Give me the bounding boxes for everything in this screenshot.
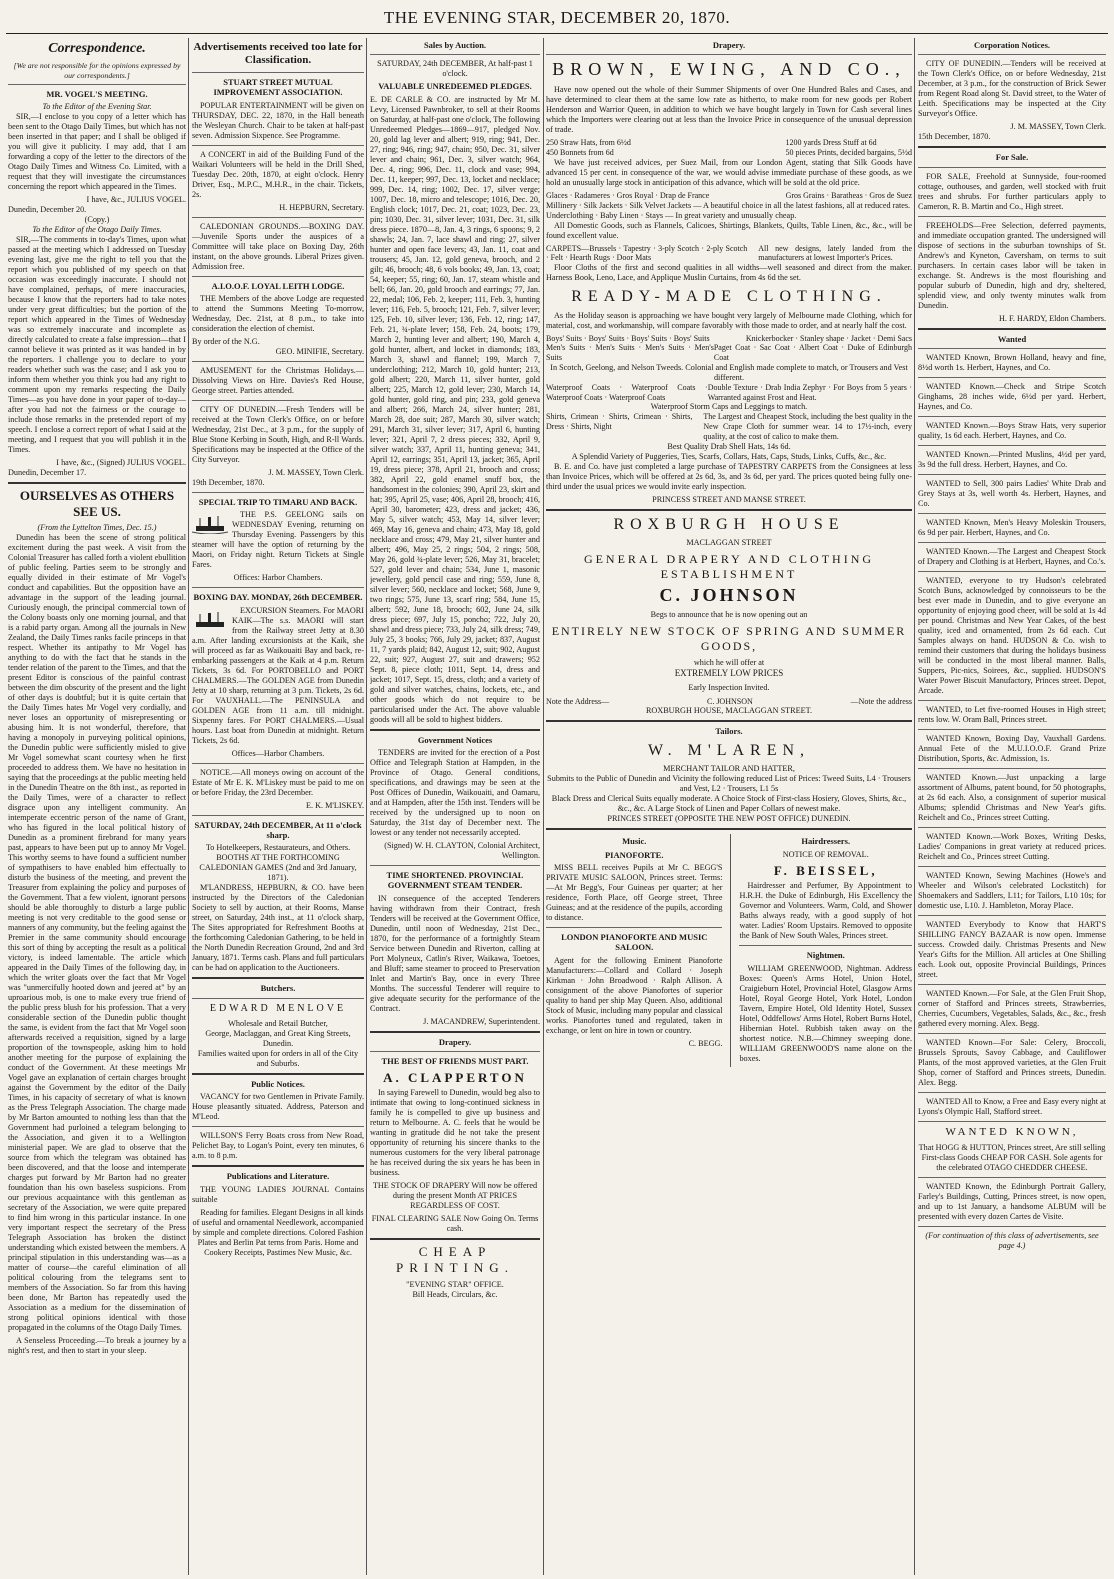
ad-title: SATURDAY, 24th DECEMBER, At 11 o'clock sharp. <box>194 819 362 840</box>
divider <box>918 866 1106 867</box>
list-item: Paget Coat · Sac Coat · Albert Coat · Duke of Edinburgh Coat <box>713 343 912 363</box>
divider <box>918 1121 1106 1122</box>
ad-body: Families waited upon for orders in all of the City and Suburbs. <box>197 1048 359 1068</box>
ad-title: NOTICE OF REMOVAL. <box>782 849 869 859</box>
wanted-ad: WANTED Known, the Edinburgh Portrait Gallery, Farley's Buildings, Cutting, Princes street, is now open, and up to 1st January, a handsome ALBUM will be presented with every dozen Cartes de Visite. <box>918 1182 1106 1222</box>
price-item: 450 Bonnets from 6d <box>546 148 614 158</box>
ad-signature: H. HEPBURN, Secretary. <box>279 202 364 212</box>
steamship-icon <box>192 608 228 630</box>
ad-street: MACLAGGAN STREET <box>686 538 772 548</box>
bottom-ads-row <box>546 834 912 1067</box>
divider <box>192 217 364 218</box>
divider <box>370 865 540 866</box>
ad-body: In saying Farewell to Dunedin, would beg also to intimate that owing to long-continued sickness in family he is compelled to give up business and return to Melbourne. A. C. feels that he would be wanting in gratitude did he not take the present opportunity of returning his sincere thanks to the numerous customers for the very liberal patronage he has received during the six years he has been in business. <box>370 1088 540 1178</box>
divider <box>918 474 1106 475</box>
divider <box>8 482 186 484</box>
section-heading-nightmen: Nightmen. <box>806 950 845 961</box>
wanted-ad-title: WANTED KNOWN, <box>945 1126 1079 1139</box>
notice-body: IN consequence of the accepted Tenderers having withdrawn from their Contract, fresh Tenders will be received at the Government Office, Dunedin, until noon of Wednesday, 21st Dec., 1870, for the performance of a fortnightly Steam Service between Dunedin and Riverton, calling at Port Molyneux, Catlin's River, Waikawa, Toetoes, and Bluff; same steamer to proceed to Preservation Inlet and Martin's Bay, once in every Three Months. The successful Tenderer will require to give adequate security for the performance of the Contract. <box>370 893 540 1013</box>
divider <box>918 1092 1106 1093</box>
price-list <box>546 138 912 158</box>
divider <box>918 984 1106 985</box>
wanted-ad: That HOGG & HUTTON, Princes street, Are still selling First-class Goods CHEAP FOR CASH. Sole agents for the celebrated OTAGO CHEDDER CHEESE. <box>918 1143 1106 1173</box>
ad-subtitle: MERCHANT TAILOR AND HATTER, <box>663 764 795 774</box>
ad-address: PRINCESS STREET AND MANSE STREET. <box>652 494 806 504</box>
column-rule <box>188 38 189 1575</box>
divider <box>192 1126 364 1127</box>
wanted-ad: WANTED Known—For Sale: Celery, Broccoli, Brussels Sprouts, Savoy Cabbage, and Cauliflower Plants, of the most approved varieties, at the Glen Fruit Shop, corner of Stafford and Princes streets, Dunedin. Alex. Begg. <box>918 1038 1106 1088</box>
ad-body: Bill Heads, Circulars, &c. <box>412 1290 498 1300</box>
ad-final-sale: FINAL CLEARING SALE Now Going On. Terms cash. <box>371 1214 539 1234</box>
letter-place: Dunedin, December 20. <box>8 205 87 215</box>
list-item: Glaces · Radameres · Gros Royal · Drap de France <box>546 190 710 200</box>
section-heading-public-notices: Public Notices. <box>251 1078 305 1089</box>
ad-body: THE P.S. GEELONG sails on WEDNESDAY Evening, returning on Thursday Evening. Passengers by this steamer will have the option of returning by the Maori, on Friday night. Return Tickets at Single Fares. <box>192 510 364 570</box>
ad-body: CITY OF DUNEDIN.—Fresh Tenders will be received at the Town Clerk's Office, on or before Wednesday, 21st Dec., at 3 p.m., for the supply of Blue Stone Kerbing in South, High, and R-ll Wards. Specifications may be inspected at the Office of the City Surveyor. <box>192 404 364 464</box>
ad-body: NOTICE.—All moneys owing on account of the Estate of Mr E. K. M'Liskey must be paid to me on or before Friday, the 23rd December. <box>192 767 364 797</box>
section-heading-hairdressers: Hairdressers. <box>801 836 851 847</box>
wanted-ad: WANTED, to Let five-roomed Houses in High street; rents low. W. Oram Ball, Princes street. <box>918 705 1106 725</box>
ad-body: Hairdresser and Perfumer, By Appointment to H.R.H. the Duke of Edinburgh, His Excellency the Governor and Volunteers. Warm, Cold, and Shower Baths always ready, with a good supply of hot water. Ladies' Room Upstairs. Removed to opposite the Bank of New South Wales, Princes street. <box>739 881 912 941</box>
divider <box>192 998 364 999</box>
section-heading-tailors: Tailors. <box>715 726 743 737</box>
ad-address: ROXBURGH HOUSE, MACLAGGAN STREET. <box>645 706 813 716</box>
wanted-ad: WANTED Known.—Check and Stripe Scotch Ginghams, 28 inches wide, 6½d per yard. Herbert, Haynes, and Co. <box>918 382 1106 412</box>
ad-title: PIANOFORTE. <box>604 849 664 860</box>
ad-name: C. JOHNSON <box>659 585 799 606</box>
ad-title: THE BEST OF FRIENDS MUST PART. <box>381 1056 529 1067</box>
section-heading-correspondence: Correspondence. <box>48 41 146 56</box>
wanted-ad: WANTED Known.—Boys Straw Hats, very superior quality, 1s 6d each. Herbert, Haynes, and Co. <box>918 421 1106 441</box>
wanted-ad: WANTED Known, Men's Heavy Moleskin Trousers, 6s 9d per pair. Herbert, Haynes, and Co. <box>918 518 1106 538</box>
masthead: THE EVENING STAR, DECEMBER 20, 1870. <box>383 8 731 27</box>
divider <box>192 977 364 979</box>
divider <box>918 167 1106 168</box>
ad-address: PRINCES STREET (OPPOSITE THE NEW POST OFFICE) DUNEDIN. <box>607 814 851 824</box>
divider <box>370 1051 540 1052</box>
letter-title: MR. VOGEL'S MEETING. <box>46 89 148 100</box>
ad-body: In Scotch, Geelong, and Nelson Tweeds. Colonial and English made complete to match, or Trousers and Vest different. <box>550 362 908 382</box>
divider <box>918 542 1106 543</box>
ad-office: Offices—Harbor Chambers. <box>231 748 325 758</box>
carpet-list <box>546 244 912 264</box>
section-heading-publications: Publications and Literature. <box>226 1171 330 1182</box>
ad-signature: E. K. M'LISKEY. <box>306 800 364 810</box>
divider <box>918 1033 1106 1034</box>
notice-signature: J. M. MASSEY, Town Clerk. <box>1010 122 1106 132</box>
filler-paragraph: A Senseless Proceeding.—To break a journey by a night's rest, and then to start in your sleep. <box>8 1336 186 1356</box>
ad-body: Floor Cloths of the first and second qualities in all widths—well seasoned and direct from the maker. Harness Book, Leno, Lace, and Applique Muslin Curtains, from 4s 6d the set. <box>546 263 912 283</box>
divider <box>918 54 1106 55</box>
ad-prices: EXTREMELY LOW PRICES <box>674 667 784 678</box>
notice-title: TIME SHORTENED. PROVINCIAL GOVERNMENT STEAM TENDER. <box>386 870 524 891</box>
ad-title: STUART STREET MUTUAL IMPROVEMENT ASSOCIATION. <box>213 76 343 98</box>
ad-body: AMUSEMENT for the Christmas Holidays.—Dissolving Views on Hire. Davies's Red House, George street. Parties attended. <box>192 365 364 395</box>
ad-title: ROXBURGH HOUSE <box>613 515 845 533</box>
ad-body: Reading for families. Elegant Designs in all kinds of useful and ornamental Needlework, accompanied by simple and complete directions. Colored Fashion Plates and Berlin Pat terns from Paris. Home and Cookery Receipts, Pastimes New Music, &c. <box>192 1207 364 1257</box>
wanted-ad: WANTED Known, Boxing Day, Vauxhall Gardens. Annual Fete of the M.U.I.O.O.F. Grand Prize Distribution, Sports, &c. Admission, 1s. <box>918 734 1106 764</box>
letter-addressee: To the Editor of the Evening Star. <box>42 102 152 112</box>
clothing-list <box>546 334 912 344</box>
ad-body: Submits to the Public of Dunedin and Vicinity the following reduced List of Prices: Tweed Suits, L4 · Trousers and Vest, L2 · Trousers, L1 5s <box>547 774 911 794</box>
column-rule <box>914 38 915 1575</box>
sale-date: SATURDAY, 24th DECEMBER, At half-past 1 o'clock. <box>377 59 533 79</box>
ad-title: READY-MADE CLOTHING. <box>571 288 887 306</box>
ad-body: FREEHOLDS—Free Selection, deferred payments, and immediate occupation granted. The undersigned will dispose of sections in the suburban townships of St. Andrew's and Kyneton, Caversham, on terms to suit purchasers. In certain cases labor will be taken in exchange. St. Andrews is the most flourishing and popular suburb of Dunedin, high and dry, sheltered, splendid view, and only twenty minutes walk from Dunedin. <box>918 220 1106 310</box>
wanted-ad: WANTED Known, Sewing Machines (Howe's and Wheeler and Wilson's celebrated Lockstitch) for Shoemakers and Saddlers, L11; for Tailors, L10 10s; for domestic use, L10. J. Hambleton, Moray Place. <box>918 871 1106 911</box>
list-item: Double Texture · Drab India Zephyr · For Boys from 5 years · Warranted against Frost and Heat. <box>707 382 912 402</box>
divider <box>918 445 1106 446</box>
ad-body: WILLSON'S Ferry Boats cross from New Road, Pelichet Bay, to Logan's Point, every ten minutes, 6 a.m. to 8 p.m. <box>192 1131 364 1161</box>
ad-body: Waterproof Storm Caps and Leggings to match. <box>650 402 808 412</box>
hairdressers-section <box>739 834 912 1067</box>
divider <box>370 1238 540 1240</box>
wanted-ad: WANTED Known.—Printed Muslins, 4½d per yard, 3s 9d the full dress. Herbert, Haynes, and Co. <box>918 450 1106 470</box>
ad-title: THE YOUNG LADIES JOURNAL Contains suitable <box>192 1184 364 1204</box>
ad-body: which he will offer at <box>693 657 765 667</box>
ad-title: CHEAP PRINTING. <box>396 1244 514 1276</box>
ad-subtitle: Wholesale and Retail Butcher, <box>228 1018 328 1028</box>
ad-title: BOXING DAY. MONDAY, 26th DECEMBER. <box>193 592 363 603</box>
ad-stock: THE STOCK OF DRAPERY Will now be offered during the present Month AT PRICES REGARDLESS OF COST. <box>372 1181 538 1211</box>
divider <box>918 768 1106 769</box>
letter-signature: I have, &c., JULIUS VOGEL. <box>86 195 186 205</box>
divider <box>918 1226 1106 1227</box>
clothing-list <box>546 343 912 363</box>
ad-signature: J. M. MASSEY, Town Clerk. <box>268 467 364 477</box>
continuation-note: (For continuation of this class of advertisements, see page 4.) <box>925 1231 1099 1251</box>
article-body: Dunedin has been the scene of strong political excitement during the past week. A visit from the Colonial Treasurer has called forth a violent ebullition of public feeling. Parties seem to be strongly and equally divided in their estimate of Mr Vogel's conduct and capabilities. But the opposition have an advantage in the support of the leading journal. Curiously enough, the principal commercial town of the Colony boasts only one morning journal, and that is a rabid party organ. Among all the journals in New Zealand, the Daily Times ranks facile princeps in that respect. Whether its antipathy to Mr Vogel has anything to do with the fact that he stands in the tender relation of the parent to the Times, and that the present Editor is conscious of the painful contrast between the dim obscurity of the present and the light of other days is doubtful; but it is quite certain that the Daily Times hates Mr Vogel very cordially, and never loses an opportunity of misrepresenting or abusing him. It is not wonderful, therefore, that having a monopoly in purveying political opinions, the Dunedin public were sufficiently misled to give Mr Vogel somewhat scant courtesy when he first proceeded to address them. We have no hesitation in saying that the proceedings at the public meeting held in the Dunedin Theatre on the 8th inst., as reported in the Daily Times, were of a character to reflect disgrace upon any intelligent community. An intemperate eccentric person of the name of Grant, who has figured in the local political history of Dunedin as a prominent firebrand for many years past, appears to have been put up to annoy Mr Vogel. This worthy seems to have found a sufficient number of sympathisers to have enabled him effectually to disturb the business of the meeting, and prevent the Treasurer from explaining the policy and purposes of the Government. That a few violent, ignorant persons should be able thoroughly to disturb a large public meeting is not very creditable to the good sense or manners of any community, but the feeling against the Premier in the same community should encourage this sort of thing by accepting the result as a political victory, is indeed lamentable. The article which appeared in the Daily Times of the following day, in which the writer gloats over the fact that Mr Vogel was "unmercifully hooted down and jeered at" by an uproarious mob, is one to make every true friend of the public press blush for his profession. That a very considerable section of the Dunedin public thought the same, is evident from the fact that Mr Vogel soon afterwards received a requisition, signed by a large proportion of the townspeople, asking him to hold another meeting for the purpose of explaining the conduct of the Government. At these meetings Mr Vogel gave an explanation of certain charges brought against the Government by the editor of the Daily Times, in his capacity of secretary of what is known as the Press Telegraph Association. The charge made by Mr Barton amounted to nothing less than that the Government had purloined a telegram belonging to the Association, and given it to a Wellington ministerial paper. We are glad to observe that the source from which the telegram was obtained has been discovered, and that the loose and intemperate charges put forward by Mr Barton had no greater foundation than his own baseless suspicions. From our previous acquaintance with this gentleman as secretary of the Association, we were quite prepared to find him wrong in this particular instance. In one very important respect the secretary of the Press Telegraph Association has broken the distinct understanding which existed between the members. A principal stipulation in this understanding was—as a matter of course—the careful elimination of all political colouring from the telegrams sent to members of the Association. So far from this having been done, Mr Barton has repeatedly used the Association as a medium for the dissemination of strong political opinions identical with those propagated in the columns of the Otago Daily Times. <box>8 533 186 1333</box>
sale-body: E. DE CARLE & CO. are instructed by Mr M. Levy, Licensed Pawnbroker, to sell at their Rooms on Saturday, at half-past one o'clock, The following Unredeemed Pledges—1869—917, pledged Nov. 20, gold lag lever and albert; 919, ring; 941, Dec. 27, ring; 946, ring; 947, chain; 950, Dec. 31, silver lever and chain; 961, Dec. 3, silver watch; 964, Dec. 4, ring; 996, Dec. 11, clock and vase; 994, Dec. 11, keeper; 997, Dec. 13, locket and necklace; 999, Dec. 14, ring; 1002, Dec. 17, silver verge; 1007, Dec. 18, micro and telescope; 1016, Dec. 20, English clock; 1017, Dec. 21, coat; 1023, Dec. 23, pin; 1030, Dec. 31, silver lever; 1031, Dec. 31, silk dress piece. 1870—8, Jan. 4, 3 rings, 6 spoons; 9, 2 shawls; 24, Jan. 7, lace shawl and ring; 27, silver hunter and open face levers; 43, Jan. 11, coat and trousers; 45, Jan. 12, gold geneva, brooch, and 2 gilt; 46, brooch; 48, 6 vols books; 49, Jan. 13, coat; 54, keeper; 55, ring; 60, Jan. 17, steam whistle and bell; 66, Jan. 20, gold brooch and earrings; 77, Jan. 22, medal; 106, Feb. 2, keeper; 111, Feb. 3, hunting lever; 116, Feb. 5, brooch; 121, Feb. 7, silver lever; 125, Feb. 10, silver lever; 136, Feb. 12, ring; 147, Feb. 21, ¾-plate lever; 158, Feb. 24, boots; 179, March 2, hunting lever and albert; 190, March 4, gold hunter, albert, and locket in diamonds; 183, March 3, shawl and flannel; 199, March 7, underclothing; 212, March 10, gold hunter; 213, gold albert; 220, March 11, silver hunter, gold albert; 225, March 12, gold lever; 230, March 14, gold hunter, gold ring, and pin; 233, gold geneva and albert; 266, March 24, silver hunter; 281, March 28, doe suit; 287, March 30, silver watch; 291, March 31, silver lever; 317, April 6, hunting lever; 321, April 7, 2 dress pieces; 332, April 9, silver watch; 337, April 11, hunting geneva; 341, April 12, earrings; 351, April 13, jacket; 365, April 19, dress piece; 378, April 21, brooch and cross; 382, April 22, gold enamel snuff box, the handsomest in the colonies; 390, April 23, skirt and hat; 395, April 25, vase; 406, April 28, brooch; 416, April 30, barometer; 423, dress and jacket; 436, May 5, silver watch; 453, May 14, silver lever; 469, May 16, geneva and chain; 473, May 18, gold necklace and cross; 479, May 21, silver hunter and albert; 496, May 25, 2 rings; 504, 2 rings; 508, May 26, gold ¾-plate lever; 526, May 31, bracelet; 527, gold lever and chain; 534, June 1, masonic jewellery, gold pencil case and ring; 559, June 8, silver lever; 560, necklace and locket; 568, June 9, two rings; 575, June 13, scarf ring; 584, June 15, albert; 592, June 18, brooch; 602, June 24, silk dress piece; 697, July 15, poncho; 722, July 20, shawl and dress piece; 733, July 24, silk dress; 749, July 25, 3 books; 766, July 29, jacket; 837, August 11, 7 yards plaid; 842, August 12, suit; 902, August 22, suit; 927, August 27, suit and drawers; 952 Sept. 8, piece cloth; 1011, Sept. 14, dress and jacket; 1017, Sept. 15, dress, cloth; and a variety of gold and silver watches, chains, lockets, etc., and other goods which do not require to be particularised under the Act. The above valuable goods will all be sold to highest bidders. <box>370 94 540 724</box>
column-late-advertisements <box>192 38 364 1575</box>
ad-address: George, Maclaggan, and Great King Streets, Dunedin. <box>205 1028 351 1048</box>
divider <box>192 361 364 362</box>
list-item: Boys' Suits · Boys' Suits · Boys' Suits · Boys' Suits <box>546 333 710 343</box>
price-item: 250 Straw Hats, from 6½d <box>546 138 631 148</box>
list-item: Shirts, Crimean · Shirts, Crimean · Shirts, Dress · Shirts, Night <box>546 412 693 432</box>
section-heading-drapery: Drapery. <box>438 1036 472 1047</box>
ad-body: FOR SALE, Freehold at Sunnyside, four-roomed cottage, outhouses, and garden, well stocked with fruit trees and shrubs. For further particulars apply to Cameron, R. B. Martin and Co., High street. <box>918 171 1106 211</box>
divider <box>546 927 722 928</box>
section-heading-government: Government Notices <box>417 734 493 745</box>
ad-body: Best Quality Drab Shell Hats, 14s 6d. <box>667 441 791 451</box>
ad-body: Begs to announce that he is now opening out an <box>650 610 808 620</box>
divider <box>918 571 1106 572</box>
ad-note-row <box>546 697 912 707</box>
ad-note: —Note the address <box>850 696 912 706</box>
divider <box>192 276 364 277</box>
divider <box>546 828 912 830</box>
ad-title: LONDON PIANOFORTE AND MUSIC SALOON. <box>561 931 708 953</box>
ad-body: B. E. and Co. have just completed a large purchase of TAPESTRY CARPETS from the Consignees at less than Invoice Prices, which will be offered at 2s 6d, 3s, and 3s 6d, per yard. The prices quoted being fully one-third under the usual prices we would invite early inspection. <box>546 461 912 491</box>
divider <box>192 587 364 588</box>
divider <box>370 54 540 55</box>
price-item: 1200 yards Dress Stuff at 6d <box>785 138 877 148</box>
ad-date: 19th December, 1870. <box>192 477 265 487</box>
ad-title: EDWARD MENLOVE <box>209 1002 347 1014</box>
copy-label: (Copy.) <box>84 215 110 225</box>
list-item: CARPETS—Brussels · Tapestry · 3-ply Scotch · 2-ply Scotch · Felt · Hearth Rugs · Door Mats <box>546 243 748 263</box>
list-item: Waterproof Coats · Waterproof Coats · Waterproof Coats · Waterproof Coats <box>546 382 708 402</box>
divider <box>918 915 1106 916</box>
divider <box>546 54 912 55</box>
ad-body: EXCURSION Steamers. For MAORI KAIK—The s.s. MAORI will start from the Railway street Jetty at 8.30 a.m. After landing excursionists at the Kaik, she will proceed as far as Waikouaiti Bay and back, re-embarking passengers at the Kaik at 4 p.m. Return Tickets, 3s 6d. For PORTOBELLO and PORT CHALMERS.—The GOLDEN AGE from Dunedin Jetty at 10 sharp, returning at 3 p.m. Tickets, 2s 6d. For VAUXHALL.—The PENINSULA and GOLDEN AGE from 11 a.m. till midnight. Sixpenny fares. For PORT CHALMERS.—Usual hours. Last boat from Dunedin at midnight. Return Tickets, 2s 6d. <box>192 605 364 745</box>
section-heading-drapery: Drapery. <box>712 40 746 50</box>
ad-body: Black Dress and Clerical Suits equally moderate. A Choice Stock of First-class Hosiery, Gloves, Shirts, &c., &c., &c. A Large Stock of Linen and Paper Collars of newest make. <box>551 794 907 814</box>
wanted-ad: WANTED Known.—The Largest and Cheapest Stock of Drapery and Clothing is at Herbert, Haynes, and Co.'s. <box>918 547 1106 567</box>
divider <box>370 729 540 731</box>
ad-body: WILLIAM GREENWOOD, Nightman. Address Boxes: Queen's Arms Hotel, Union Hotel, Craigieburn Hotel, Provincial Hotel, Glasgow Arms Hotel, Royal George Hotel, York Hotel, London Tavern, Empire Hotel, Old Identity Hotel, Sussex Hotel, Oddfellows' Arms Hotel, Robert Burns Hotel, Hibernian Hotel. Rubbish taken away on the shortest notice. N.B.—Chimney sweeping done. WILLIAM GREENWOOD'S name alone on the boxes. <box>739 963 912 1063</box>
notice-signature: J. MACANDREW, Superintendent. <box>423 1016 540 1026</box>
column-correspondence <box>8 38 186 1575</box>
divider <box>546 720 912 722</box>
wanted-ad: WANTED to Sell, 300 pairs Ladies' White Drab and Grey Stays at 3s, well worth 4s. Herbert, Haynes, and Co. <box>918 479 1106 509</box>
ad-subtitle: "EVENING STAR" OFFICE. <box>406 1280 504 1290</box>
ad-note: Note the Address— <box>546 696 610 706</box>
music-section <box>546 834 722 1067</box>
ad-stock: ENTIRELY NEW STOCK OF SPRING AND SUMMER GOODS, <box>551 624 907 653</box>
article-title: OURSELVES AS OTHERS SEE US. <box>19 488 175 520</box>
divider <box>546 509 912 511</box>
list-item: Millinery · Silk Jackets · Silk Velvet Jackets — A beautiful choice in all the latest fashions, all at reduced rates. <box>546 200 911 210</box>
wanted-ad: WANTED Known.—Work Boxes, Writing Desks, Ladies' Companions in great variety at reduced prices. Reichelt and Co., Princes street Cutting. <box>918 832 1106 862</box>
disclaimer: [We are not responsible for the opinions expressed by our correspondents.] <box>13 61 181 80</box>
column-rule <box>543 38 544 1575</box>
ad-address-name: C. JOHNSON <box>706 696 753 706</box>
ad-body: A Splendid Variety of Puggeries, Ties, Scarfs, Collars, Hats, Caps, Studs, Links, Cuffs, &c., &c. <box>571 451 887 461</box>
clothing-list <box>546 383 912 403</box>
ad-signature: C. BEGG. <box>688 1038 723 1048</box>
divider <box>918 416 1106 417</box>
column-classified <box>918 38 1106 1575</box>
ad-body: As the Holiday season is approaching we have bought very largely of Melbourne made Clothing, which for material, cost, and workmanship, will compare favorably with those made to order, and at nearly half the cost. <box>546 310 912 330</box>
ad-body: We have just received advices, per Suez Mail, from our London Agent, stating that Silk Goods have advanced 15 per cent. in consequence of the war, we would advise immediate purchase of these goods, as we hold an unusually large stock in anticipation of this advance, which will be sold at the old price. <box>546 157 912 187</box>
ad-title: BROWN, EWING, AND CO., <box>552 59 906 80</box>
notice-body: CITY OF DUNEDIN.—Tenders will be received at the Town Clerk's Office, on or before Wednesday, 21st December, at 3 p.m., for the construction of Brick Sewer from Regent Road along St. David street, to the Water of Leith. Specifications may be inspected at the City Surveyor's Office. <box>918 59 1106 119</box>
divider <box>918 328 1106 330</box>
list-item: All new designs, lately landed from the manufacturers at lowest Importer's Prices. <box>758 243 912 263</box>
wanted-ad: WANTED Known.—For Sale, at the Glen Fruit Shop, corner of Stafford and Princes streets, Strawberries, Cherries, Cucumbers, Vegetables, Salads, &c., &c., fresh gathered every morning. Alex. Begg. <box>918 989 1106 1029</box>
ad-office: Offices: Harbor Chambers. <box>233 573 323 583</box>
divider <box>918 146 1106 148</box>
ad-subtitle: GENERAL DRAPERY AND CLOTHING ESTABLISHMENT <box>583 552 875 581</box>
divider <box>192 72 364 73</box>
section-heading-wanted: Wanted <box>997 333 1027 344</box>
steamship-icon <box>192 512 228 534</box>
divider <box>192 1165 364 1167</box>
ad-body: M'LANDRESS, HEPBURN, & CO. have been instructed by the Directors of the Caledonian Society to sell by auction, at their Rooms, Manse street, on Saturday, 24th inst., at 11 o'clock sharp, The Sites appropriated for Refreshment Booths at the forthcoming Caledonian Gathering, to be held in the North Dunedin Recreation Ground, 2nd and 3rd January, 1871. Terms cash. Plans and full particulars can be had on application to the Auctioneers. <box>192 883 364 973</box>
list-item: Knickerbocker · Stanley shape · Jacket · Demi Sacs <box>745 333 912 343</box>
ad-body: THE Members of the above Lodge are requested to attend the Summons Meeting To-morrow, Wednesday, Dec. 21st, at 8 p.m., to take into consideration the election of chemist. <box>192 293 364 333</box>
divider <box>918 1177 1106 1178</box>
ad-body: VACANCY for two Gentlemen in Private Family. House pleasantly situated. Address, Paterson and M'Leod. <box>192 1092 364 1122</box>
ad-body: CALEDONIAN GROUNDS.—BOXING DAY.—Juvenile Sports under the auspices of a Committee will take place on Boxing Day, 26th instant, on the above grounds. Liberal Prizes given. Admission free. <box>192 221 364 271</box>
divider <box>918 348 1106 349</box>
ad-body: Have now opened out the whole of their Summer Shipments of over One Hundred Bales and Cases, and have determined to clear them at the same low rate as hitherto, to make room for new goods per Robert Henderson and Warrior Queen, in addition to which we have bought largely in Town for Cash several lines which the Importers were clearing out at less than the Invoice Price in consequence of the unusual depression of trade. <box>546 85 912 135</box>
copy-addressee: To the Editor of the Otago Daily Times. <box>32 225 162 235</box>
list-item: Underclothing · Baby Linen · Stays — In great variety and unusually cheap. <box>546 210 797 220</box>
wanted-ad: WANTED All to Know, a Free and Easy every night at Lyons's Olympic Hall, Stafford street. <box>918 1097 1106 1117</box>
divider <box>192 1073 364 1075</box>
notice-date: 15th December, 1870. <box>918 132 991 142</box>
ad-name: A. CLAPPERTON <box>383 1069 527 1085</box>
ad-signature: H. F. HARDY, Eldon Chambers. <box>999 313 1106 323</box>
list-item: Gros Grains · Baratheas · Gros de Suez <box>785 190 912 200</box>
ad-subtitle: To Hotelkeepers, Restaurateurs, and Others. BOOTHS AT THE FORTHCOMING CALEDONIAN GAMES (2nd and 3rd January, 1871). <box>199 843 357 883</box>
divider <box>192 815 364 816</box>
wanted-ad: WANTED Known.—Just unpacking a large assortment of Albums, patent bound, for 50 photographs, at 2s 6d each. Also, a consignment of superior musical Albums; splendid Christmas and New Year's gifts. Reichelt and Co., Princes street Cutting. <box>918 773 1106 823</box>
divider <box>918 377 1106 378</box>
ad-signature: GEO. MINIFIE, Secretary. <box>275 346 364 356</box>
letter-body: SIR,—I enclose to you copy of a letter which has been sent to the Otago Daily Times, but which has not been inserted in that paper; and I shall be obliged if you will give it publicity. I may add, that I am forwarding a copy of the letter to the directors of the Otago Daily Times and Witness Co. Limited, with a request that they will investigate the circumstances concerning the report which appeared in the Times. <box>8 112 186 192</box>
column-rule <box>730 834 731 1067</box>
clothing-list <box>546 412 912 441</box>
list-item: The Largest and Cheapest Stock, including the best quality in the New Crape Cloth for summer wear. 14 to 17½-inch, every quality, at the cost of calico to make them. <box>703 412 912 441</box>
ad-body: All Domestic Goods, such as Flannels, Calicoes, Shirtings, Blankets, Quilts, Table Linen, &c., &c., will be found excellent value. <box>546 220 912 240</box>
wanted-ad: WANTED, everyone to try Hudson's celebrated Scotch Buns, acknowledged by connoisseurs to be the best ever made in Dunedin, and to give everyone an opportunity of enjoying good cheer, will be sold at 1s 4d per pound. Christmas and New Year Cakes, of the best quality, iced and ornamented, from 2s 6d each. Cut Samples always on hand. HUDSON & Co. wish to remind their customers that during the holidays business will be conducted in the most liberal manner. Balls, Suppers, Pic-nics, Soirees, &c., supplied. HUDSON'S Water Power Biscuit Manufactory, Princes street. Depot, Arcade. <box>918 576 1106 696</box>
section-heading-corporation: Corporation Notices. <box>973 40 1050 50</box>
copy-signature: I have, &c., (Signed) JULIUS VOGEL. <box>56 458 186 468</box>
divider <box>918 729 1106 730</box>
ad-title: SPECIAL TRIP TO TIMARU AND BACK. <box>198 496 358 507</box>
list-item: Men's Suits · Men's Suits · Men's Suits · Men's Suits <box>546 343 714 363</box>
ad-title: A.I.O.O.F. LOYAL LEITH LODGE. <box>211 280 345 291</box>
divider <box>370 1031 540 1033</box>
divider <box>918 513 1106 514</box>
wanted-ad: WANTED Known, Brown Holland, heavy and fine, 8½d worth 1s. Herbert, Haynes, and Co. <box>918 353 1106 373</box>
divider <box>918 216 1106 217</box>
column-drapery <box>546 38 912 1575</box>
copy-body: SIR,—The comments in to-day's Times, upon what passed at the meeting which I addressed on Tuesday evening last, give me the right to tell you that the report which you published of my speech on that occasion was exceedingly inaccurate. I should not have complained, perhaps, of mere inaccuracies, because I know that the reporters had to take notes under very great difficulties; but the portion of the report which appeared in the Times of Wednesday was so extremely inaccurate and incomplete as directly calculated to create a false impression—that I cannot believe it was printed as it was handed in by the reporters. I challenge you to declare to your readers whether such was the case; and I ask you to inform them whether you think you had any right to comment upon my remarks respecting the Daily Times—as you have done in your paper of to-day—after you had not the fairness or the courage to include those remarks in the pretended report of my speech. I enclose a correct report of what I said at the meeting, and I request that you will publish it in the Times. <box>8 235 186 455</box>
column-sales-by-auction <box>370 38 540 1575</box>
ad-order: By order of the N.G. <box>192 336 260 346</box>
notice-signature: (Signed) W. H. CLAYTON, Colonial Architect, Wellington. <box>384 841 540 861</box>
ad-body: Agent for the following Eminent Pianoforte Manufacturers:—Collard and Collard · Joseph Kirkman · John Broadwood · Ralph Allison. A consignment of the above Pianofortes of superior quality to hand per ship May Queen. Also, additional Stock of Music, including many popular and classical works. Pianofortes tuned and regulated, taken in exchange, or lent on hire in town or country. <box>546 955 723 1035</box>
ad-body: POPULAR ENTERTAINMENT will be given on THURSDAY, DEC. 22, 1870, in the Hall beneath the Wesleyan Church. Chair to be taken at half-past seven. Admission Sixpence. See Programme. <box>192 100 364 140</box>
ad-body: MISS BELL receives Pupils at Mr C. BEGG'S PRIVATE MUSIC SALOON, Princes street. Terms:—At Mr Begg's, Four Guineas per quarter; at her residence, Forth Place, off George street, Three Guineas; and at the residence of the pupils, according to distance. <box>546 862 723 922</box>
divider <box>192 400 364 401</box>
article-source: (From the Lyttelton Times, Dec. 15.) <box>37 523 157 533</box>
section-heading-butchers: Butchers. <box>260 983 296 994</box>
divider <box>918 827 1106 828</box>
section-heading-late-ads: Advertisements received too late for Classification. <box>193 41 363 67</box>
sale-title: VALUABLE UNREDEEMED PLEDGES. <box>378 81 532 92</box>
notice-body: TENDERS are invited for the erection of a Post Office and Telegraph Station at Hampden, in the Province of Otago. General conditions, specifications, and drawings may be seen at the Post Offices of Dunedin, Waikouaiti, and Oamaru, and at Hampden, after the 15th inst. Tenders will be received by the undersigned up to noon on Saturday, the 31st day of December next. The lowest or any tender not necessarily accepted. <box>370 748 540 838</box>
divider <box>192 145 364 146</box>
top-rule <box>6 33 1108 34</box>
ad-body: Early Inspection Invited. <box>688 682 770 692</box>
silk-list <box>546 191 912 201</box>
price-item: 50 pieces Prints, decided bargains, 5½d <box>785 148 912 158</box>
divider <box>8 84 186 85</box>
copy-place: Dunedin, December 17. <box>8 468 87 478</box>
wanted-ad: WANTED Everybody to Know that HART'S SHILLING FANCY BAZAAR is now open. Immense success. Crowded daily. Christmas Presents and New Year's Gifts for the Million. All articles at One Shilling each. Look out, opposite Provincial Buildings, Princes street. <box>918 920 1106 980</box>
section-heading-auction: Sales by Auction. <box>423 40 487 50</box>
ad-name: F. BEISSEL, <box>773 862 878 878</box>
ad-name: W. M'LAREN, <box>647 741 811 759</box>
divider <box>918 700 1106 701</box>
section-heading-music: Music. <box>622 836 647 847</box>
section-heading-for-sale: For Sale. <box>995 152 1029 163</box>
ad-body: A CONCERT in aid of the Building Fund of the Waikari Volunteers will be held in the Drill Shed, Tuesday Dec. 20th, 1870, at eight o'clock. Henry Driver, Esq., M.P.C., M.H.R., in the chair. Tickets, 2s. <box>192 149 364 199</box>
divider <box>192 492 364 493</box>
divider <box>739 945 912 946</box>
column-rule <box>366 38 367 1575</box>
divider <box>192 763 364 764</box>
